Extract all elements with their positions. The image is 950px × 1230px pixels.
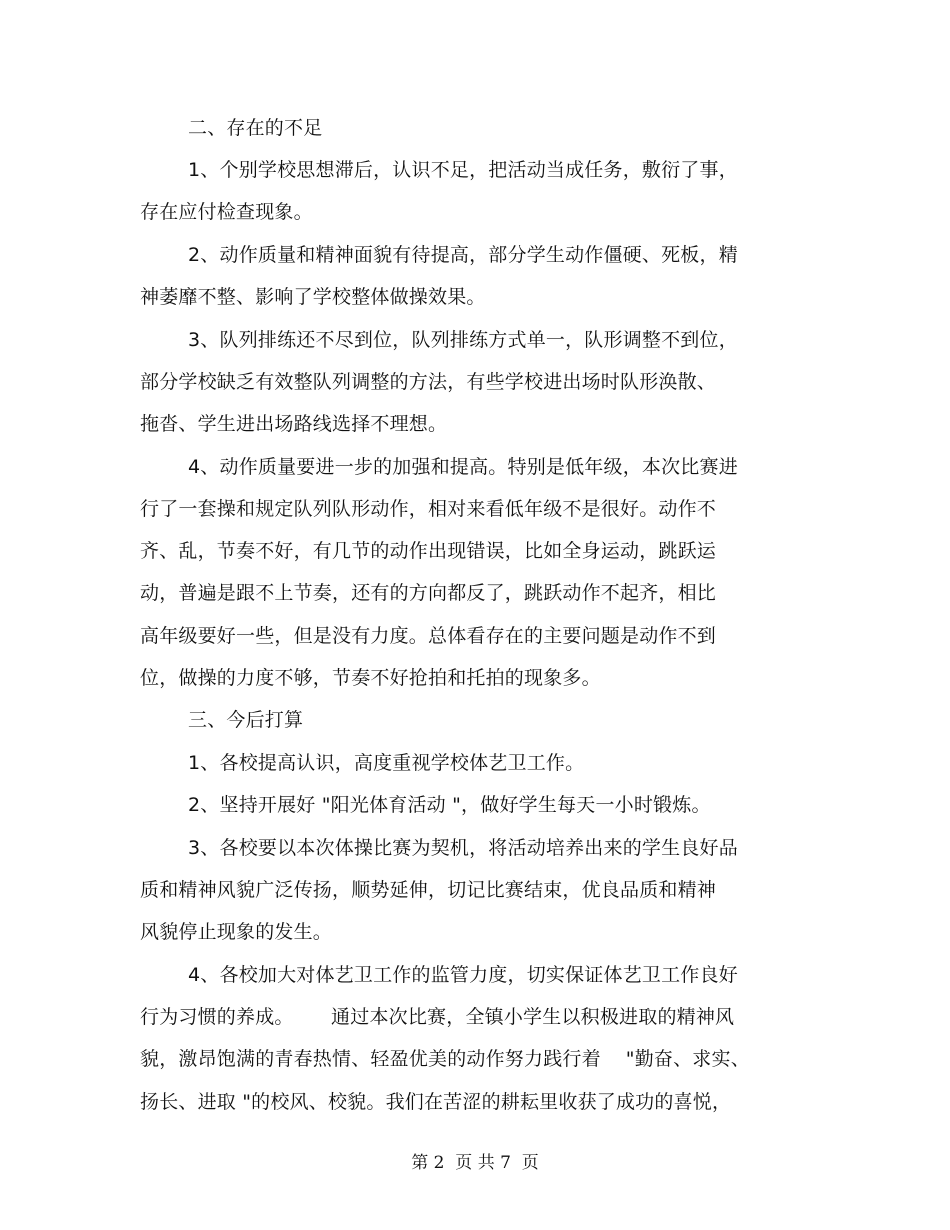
section-heading-shortcomings: 二、存在的不足 (188, 117, 323, 139)
section-heading-future-plans: 三、今后打算 (188, 709, 304, 731)
paragraph-line: 风貌停止现象的发生。 (140, 921, 333, 943)
paragraph-line: 部分学校缺乏有效整队列调整的方法，有些学校进出场时队形涣散、 (140, 371, 717, 393)
paragraph-line: 齐、乱，节奏不好，有几节的动作出现错误，比如全身运动，跳跃运 (140, 540, 717, 562)
paragraph-line: 2、坚持开展好 "阳光体育活动 "，做好学生每天一小时锻炼。 (188, 794, 711, 816)
paragraph-line: 高年级要好一些，但是没有力度。总体看存在的主要问题是动作不到 (140, 625, 717, 647)
paragraph-line: 1、个别学校思想滞后，认识不足，把活动当成任务，敷衍了事， (188, 159, 738, 181)
paragraph-line: 拖沓、学生进出场路线选择不理想。 (140, 413, 448, 435)
page-number-footer: 第 2 页 共 7 页 (411, 1153, 539, 1173)
paragraph-line: 3、各校要以本次体操比赛为契机，将活动培养出来的学生良好品 (188, 837, 738, 859)
paragraph-line: 1、各校提高认识，高度重视学校体艺卫工作。 (188, 752, 585, 774)
paragraph-line: 貌，激昂饱满的青春热情、轻盈优美的动作努力践行着 "勤奋、求实、 (140, 1048, 750, 1070)
paragraph-line: 4、各校加大对体艺卫工作的监管力度，切实保证体艺卫工作良好 (188, 964, 738, 986)
paragraph-line: 存在应付检查现象。 (140, 201, 313, 223)
paragraph-line: 2、动作质量和精神面貌有待提高，部分学生动作僵硬、死板，精 (188, 244, 738, 266)
paragraph-line: 位，做操的力度不够，节奏不好抢拍和托拍的现象多。 (140, 667, 601, 689)
paragraph-line: 扬长、进取 "的校风、校貌。我们在苦涩的耕耘里收获了成功的喜悦， (140, 1091, 732, 1113)
paragraph-line: 行为习惯的养成。 通过本次比赛，全镇小学生以积极进取的精神风 (140, 1006, 735, 1028)
paragraph-line: 3、队列排练还不尽到位，队列排练方式单一，队形调整不到位， (188, 329, 738, 351)
paragraph-line: 质和精神风貌广泛传扬，顺势延伸，切记比赛结束，优良品质和精神 (140, 879, 717, 901)
paragraph-line: 神萎靡不整、影响了学校整体做操效果。 (140, 286, 486, 308)
paragraph-line: 行了一套操和规定队列队形动作，相对来看低年级不是很好。动作不 (140, 498, 717, 520)
paragraph-line: 动，普遍是跟不上节奏，还有的方向都反了，跳跃动作不起齐，相比 (140, 582, 717, 604)
paragraph-line: 4、动作质量要进一步的加强和提高。特别是低年级，本次比赛进 (188, 456, 738, 478)
